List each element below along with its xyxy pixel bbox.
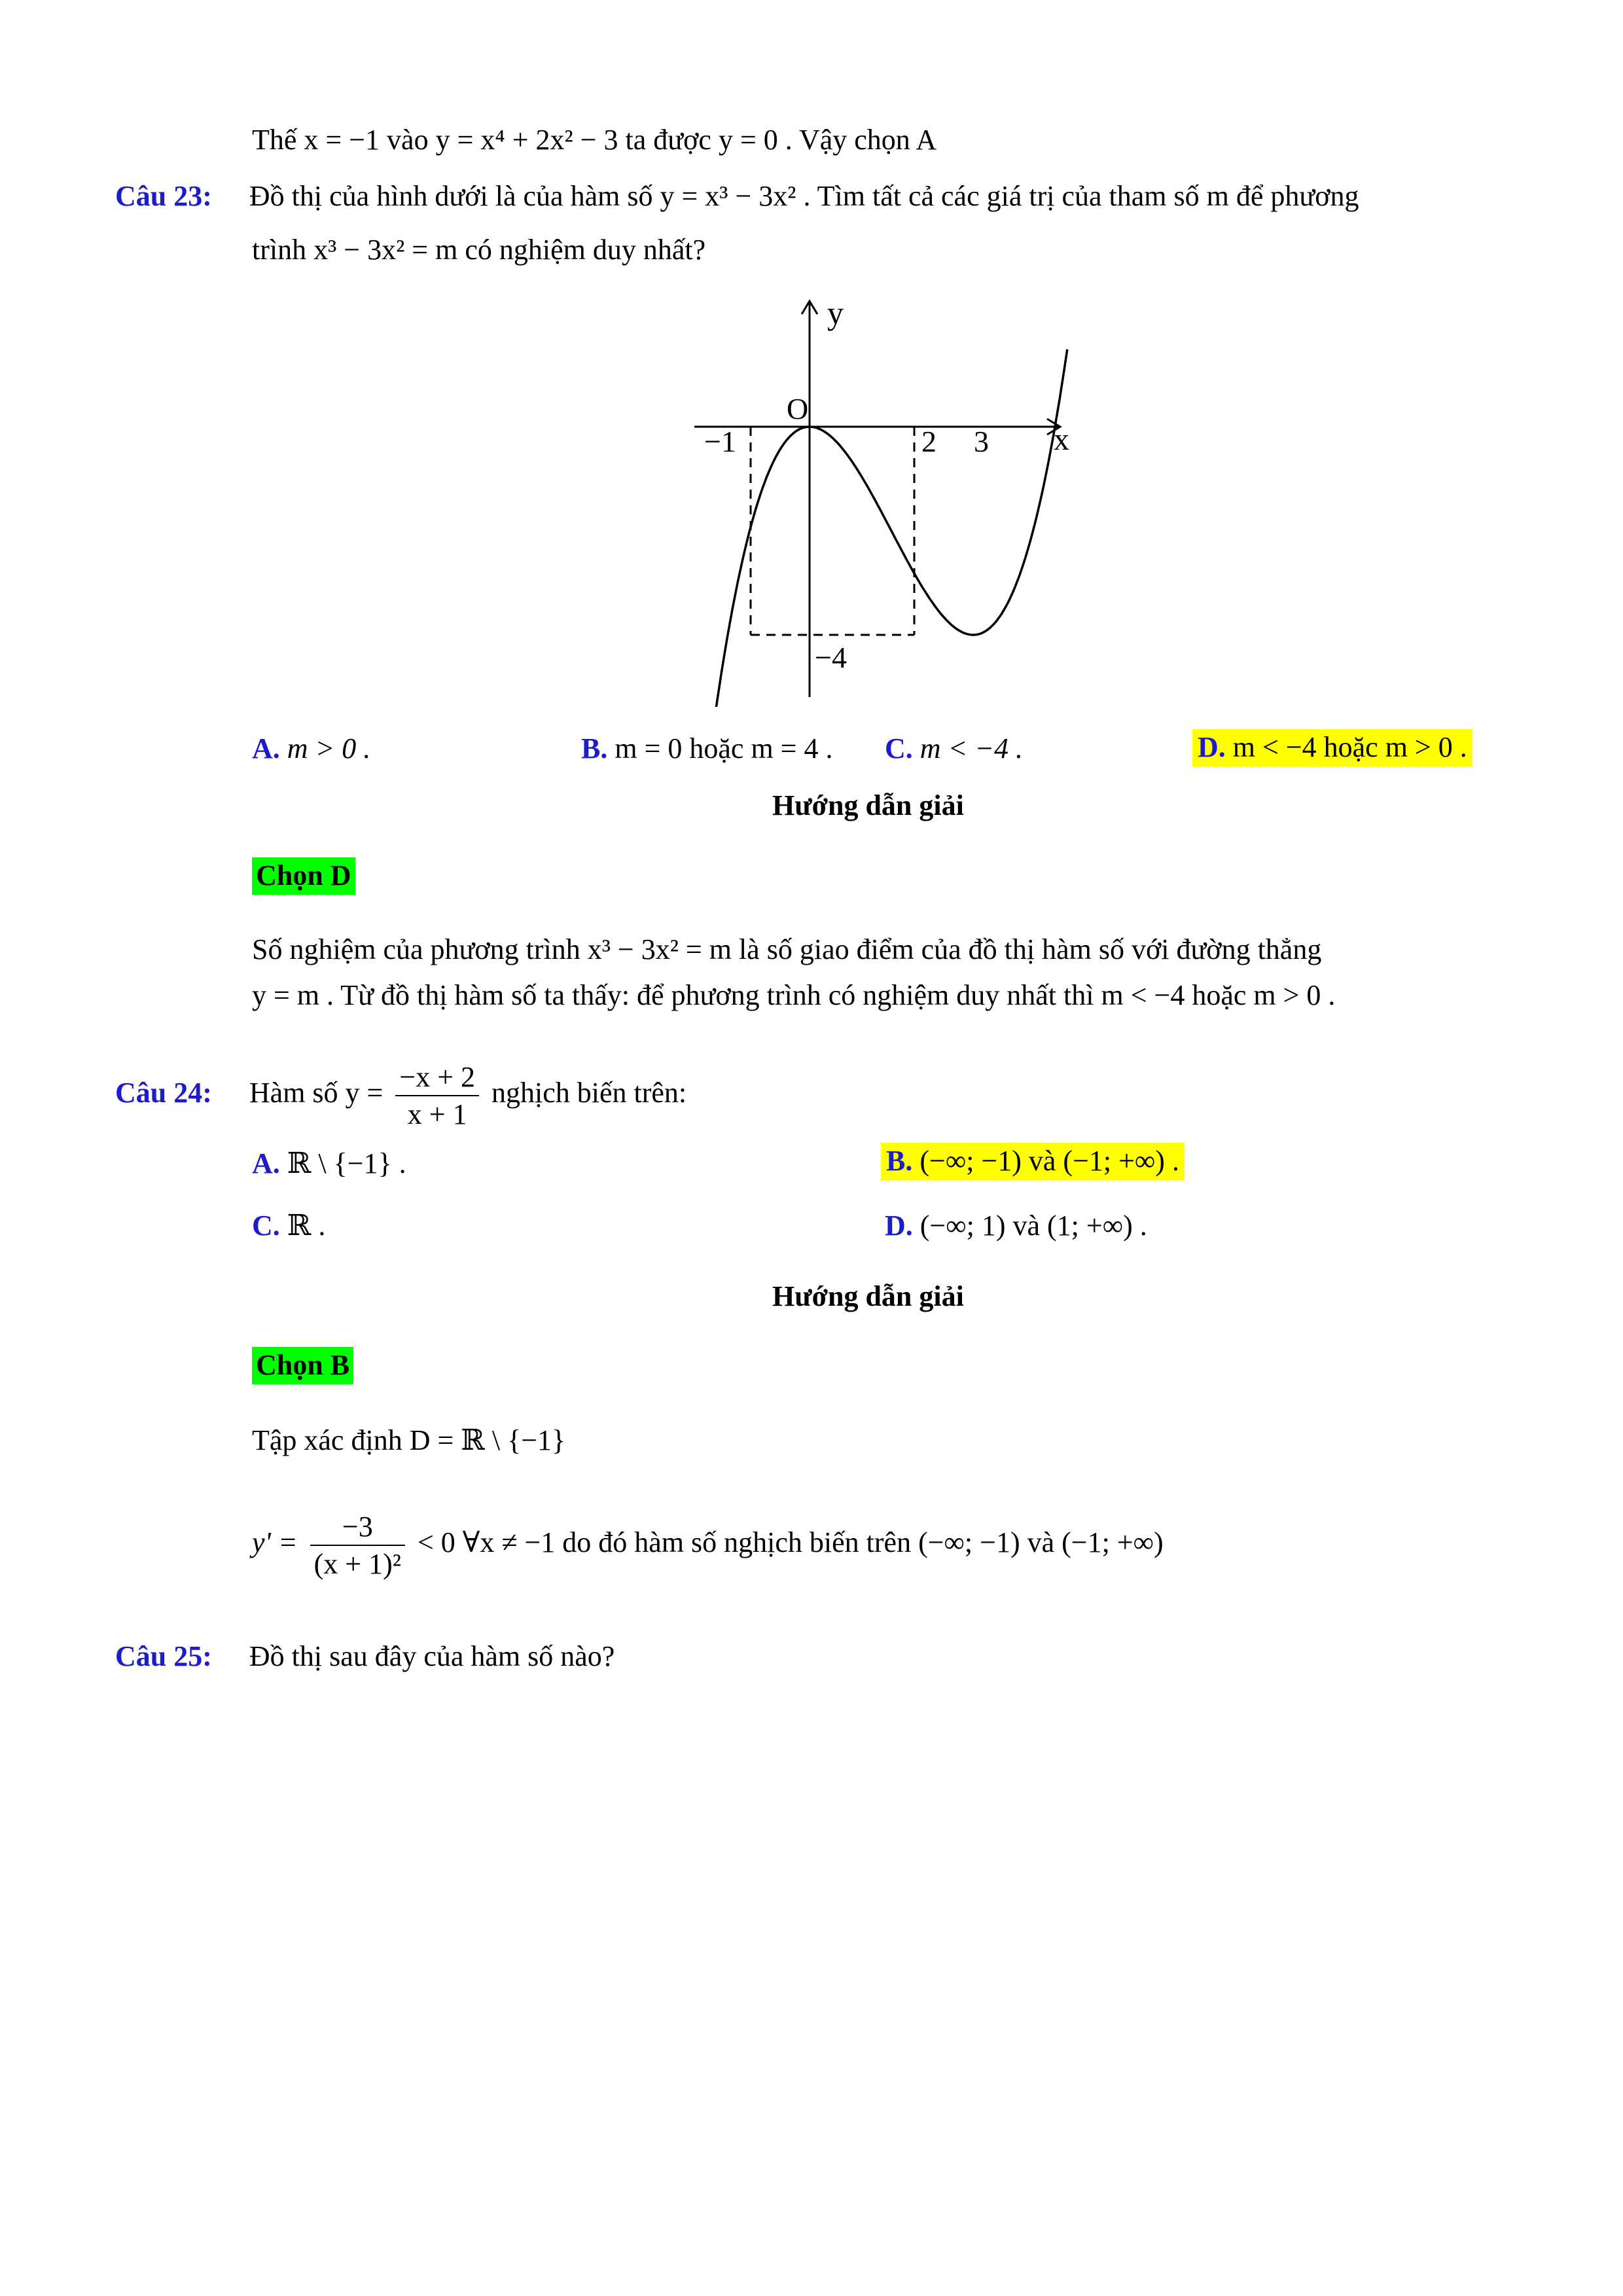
question-23-label: Câu 23: <box>115 180 212 212</box>
option-d-letter: D. <box>1198 731 1226 763</box>
derivative-denominator: (x + 1)² <box>313 1548 401 1580</box>
option-b-text: m = 0 hoặc m = 4 . <box>615 732 833 764</box>
option-c-letter: C. <box>885 732 913 764</box>
question-23-line2: trình x³ − 3x² = m có nghiệm duy nhất? <box>252 234 706 266</box>
question-24-statement <box>115 1059 687 1132</box>
q24-option-c-letter: C. <box>252 1210 280 1242</box>
option-d-correct[interactable] <box>1192 729 1472 766</box>
question-24-prefix: Hàm số y = <box>249 1077 383 1109</box>
function-curve <box>705 350 1067 707</box>
cubic-function-graph <box>694 288 1086 707</box>
derivative-line <box>252 1509 1164 1582</box>
option-b[interactable] <box>581 732 833 766</box>
question-25-label: Câu 25: <box>115 1640 212 1672</box>
q24-option-a[interactable] <box>252 1147 406 1181</box>
tick-label-2: 2 <box>921 425 936 458</box>
option-a-letter: A. <box>252 732 280 764</box>
derivative-lhs: y' = <box>252 1526 298 1559</box>
solution-23-line2: y = m . Từ đồ thị hàm số ta thấy: để phương trình có nghiệm duy nhất thì m < −4 hoặc m > 0 . <box>252 979 1336 1011</box>
question-24-suffix: nghịch biến trên: <box>491 1077 687 1109</box>
question-23-line1: Đồ thị của hình dưới là của hàm số y = x³ − 3x² . Tìm tất cả các giá trị của tham số m để phương <box>249 180 1359 212</box>
derivative-numerator: −3 <box>310 1509 405 1546</box>
q24-option-b-correct[interactable] <box>881 1143 1185 1180</box>
q24-option-d-text: (−∞; 1) và (1; +∞) . <box>919 1210 1147 1242</box>
previous-answer-text: Thế x = −1 vào y = x⁴ + 2x² − 3 ta được y = 0 . Vậy chọn A <box>252 124 937 156</box>
question-25-text: Đồ thị sau đây của hàm số nào? <box>249 1640 615 1672</box>
question-23-statement <box>115 179 1359 214</box>
question-25-statement <box>115 1640 615 1674</box>
x-axis-label: x <box>1054 422 1069 457</box>
q24-option-c[interactable] <box>252 1209 325 1244</box>
question-24-fraction <box>395 1059 479 1132</box>
q24-option-a-text: ℝ \ {−1} . <box>287 1147 406 1179</box>
q24-option-d[interactable] <box>885 1209 1147 1244</box>
option-d-text: m < −4 hoặc m > 0 . <box>1232 731 1467 763</box>
option-c[interactable] <box>885 732 1023 766</box>
q24-option-d-letter: D. <box>885 1210 913 1242</box>
q24-option-c-text: ℝ . <box>287 1210 326 1242</box>
q24-option-a-letter: A. <box>252 1147 280 1179</box>
option-c-text: m < −4 . <box>919 732 1023 764</box>
chosen-answer-23: Chọn D <box>252 857 355 895</box>
previous-answer-line <box>252 123 936 158</box>
fraction-denominator: x + 1 <box>407 1098 467 1130</box>
y-axis-label: y <box>827 295 844 331</box>
derivative-rest: < 0 ∀x ≠ −1 do đó hàm số nghịch biến trên (−∞; −1) và (−1; +∞) <box>417 1526 1164 1559</box>
chosen-answer-24: Chọn B <box>252 1347 353 1384</box>
solution-title-23: Hướng dẫn giải <box>772 789 964 821</box>
option-a[interactable] <box>252 732 370 766</box>
fraction-numerator: −x + 2 <box>395 1059 479 1096</box>
solution-23-line1: Số nghiệm của phương trình x³ − 3x² = m là số giao điểm của đồ thị hàm số với đường thẳng <box>252 933 1322 965</box>
option-a-text: m > 0 . <box>287 732 371 764</box>
tick-label-3: 3 <box>974 425 989 458</box>
tick-label-neg4: −4 <box>815 641 847 674</box>
solution-title-24: Hướng dẫn giải <box>772 1280 964 1312</box>
q24-option-b-letter: B. <box>886 1145 913 1177</box>
origin-label: O <box>787 392 809 425</box>
q24-option-b-text: (−∞; −1) và (−1; +∞) . <box>919 1145 1179 1177</box>
option-b-letter: B. <box>581 732 608 764</box>
domain-line: Tập xác định D = ℝ \ {−1} <box>252 1424 566 1456</box>
tick-label-neg1: −1 <box>704 425 736 458</box>
derivative-fraction <box>310 1509 405 1582</box>
question-24-label: Câu 24: <box>115 1077 212 1109</box>
